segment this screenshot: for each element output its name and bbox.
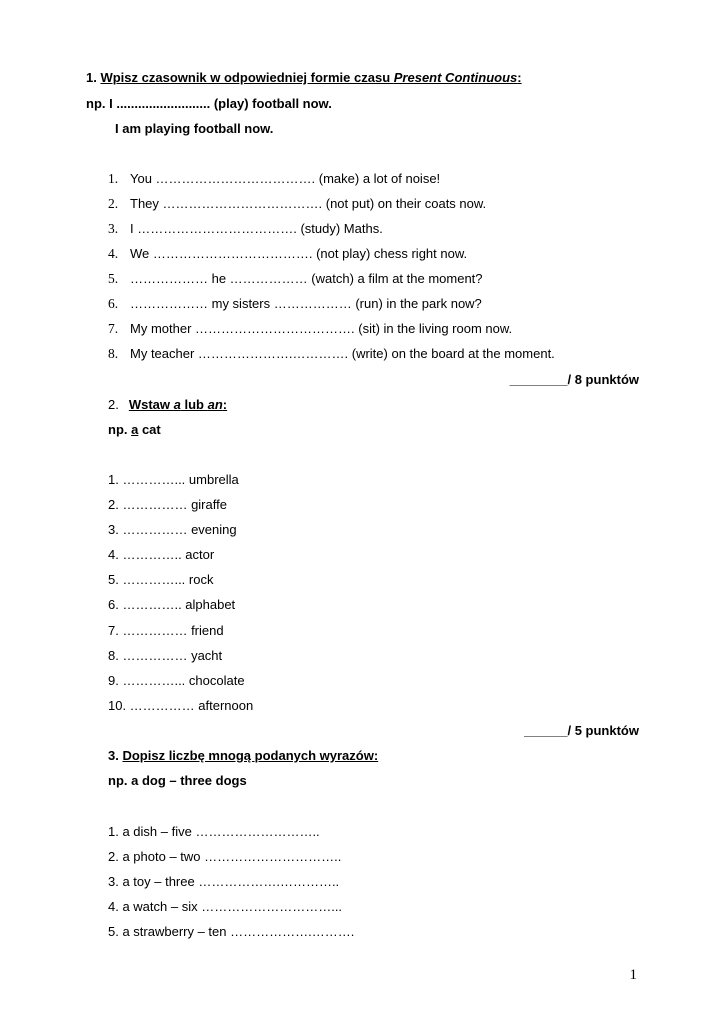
- section1-heading-tense: Present Continuous: [393, 70, 518, 85]
- list-item: 2. …………… giraffe: [108, 497, 227, 512]
- section2-heading: [108, 397, 227, 413]
- section2-heading-part: Wstaw: [128, 397, 174, 412]
- section1-score: ________/ 8 punktów: [509, 372, 639, 387]
- section2-heading-colon: :: [222, 397, 228, 412]
- section2-heading-article-an: an: [207, 397, 223, 412]
- item-number: 1.: [108, 171, 119, 186]
- section1-heading-text: [100, 70, 521, 85]
- section2-heading-part: lub: [180, 397, 208, 412]
- list-item: 2. a photo – two …………………………..: [108, 849, 342, 864]
- item-text: My mother ………………………………. (sit) in the living room now.: [130, 321, 513, 336]
- item-text: You ………………………………. (make) a lot of noise!: [130, 171, 441, 186]
- item-text: We ………………………………. (not play) chess right now.: [130, 246, 468, 261]
- list-item: 3. a toy – three ……………….…………..: [108, 874, 340, 889]
- section2-example: [108, 422, 161, 438]
- section3-example: np. a dog – three dogs: [108, 773, 247, 788]
- item-text: ……………… he ……………… (watch) a film at the moment?: [130, 271, 483, 286]
- section3-heading-number: 3.: [108, 748, 123, 763]
- section2-heading-text: [129, 397, 227, 412]
- section2-example-article: a: [131, 422, 139, 437]
- section1-example-answer: I am playing football now.: [115, 121, 274, 136]
- item-number: 2.: [108, 196, 119, 211]
- section1-heading: [86, 70, 522, 86]
- list-item: 4. ………….. actor: [108, 547, 215, 562]
- item-number: 6.: [108, 296, 119, 311]
- section2-example-noun: cat: [138, 422, 161, 437]
- section1-heading-colon: :: [517, 70, 522, 85]
- item-text: My teacher ………………….…………. (write) on the board at the moment.: [130, 346, 555, 361]
- page-number: 1: [629, 967, 637, 983]
- section2-heading-article-a: a: [173, 397, 181, 412]
- item-number: 4.: [108, 246, 119, 261]
- section1-heading-number: 1.: [86, 70, 101, 85]
- item-number: 3.: [108, 221, 119, 236]
- list-item: 9. …………... chocolate: [108, 673, 245, 688]
- section2-example-prefix: np.: [108, 422, 132, 437]
- list-item: 7. …………… friend: [108, 623, 224, 638]
- section2-heading-number: 2.: [108, 397, 119, 412]
- list-item: 5. …………... rock: [108, 572, 214, 587]
- list-item: 6. ………….. alphabet: [108, 597, 236, 612]
- list-item: 1. …………... umbrella: [108, 472, 239, 487]
- item-text: I ………………………………. (study) Maths.: [130, 221, 383, 236]
- list-item: 3. …………… evening: [108, 522, 237, 537]
- item-number: 7.: [108, 321, 119, 336]
- list-item: 10. …………… afternoon: [108, 698, 254, 713]
- item-text: ……………… my sisters ……………… (run) in the park now?: [130, 296, 482, 311]
- section1-example-prompt: np. I .......................... (play) football now.: [86, 96, 332, 111]
- item-number: 5.: [108, 271, 119, 286]
- section1-heading-main: Wpisz czasownik w odpowiedniej formie czasu: [100, 70, 394, 85]
- list-item: 5. a strawberry – ten ……………….……….: [108, 924, 355, 939]
- list-item: 4. a watch – six …………………………...: [108, 899, 343, 914]
- item-number: 8.: [108, 346, 119, 361]
- section3-heading: [108, 748, 378, 764]
- list-item: 8. …………… yacht: [108, 648, 223, 663]
- item-text: They ………………………………. (not put) on their coats now.: [130, 196, 487, 211]
- section3-heading-text: Dopisz liczbę mnogą podanych wyrazów:: [122, 748, 379, 763]
- list-item: 1. a dish – five ………………………..: [108, 824, 320, 839]
- section2-score: ______/ 5 punktów: [524, 723, 639, 738]
